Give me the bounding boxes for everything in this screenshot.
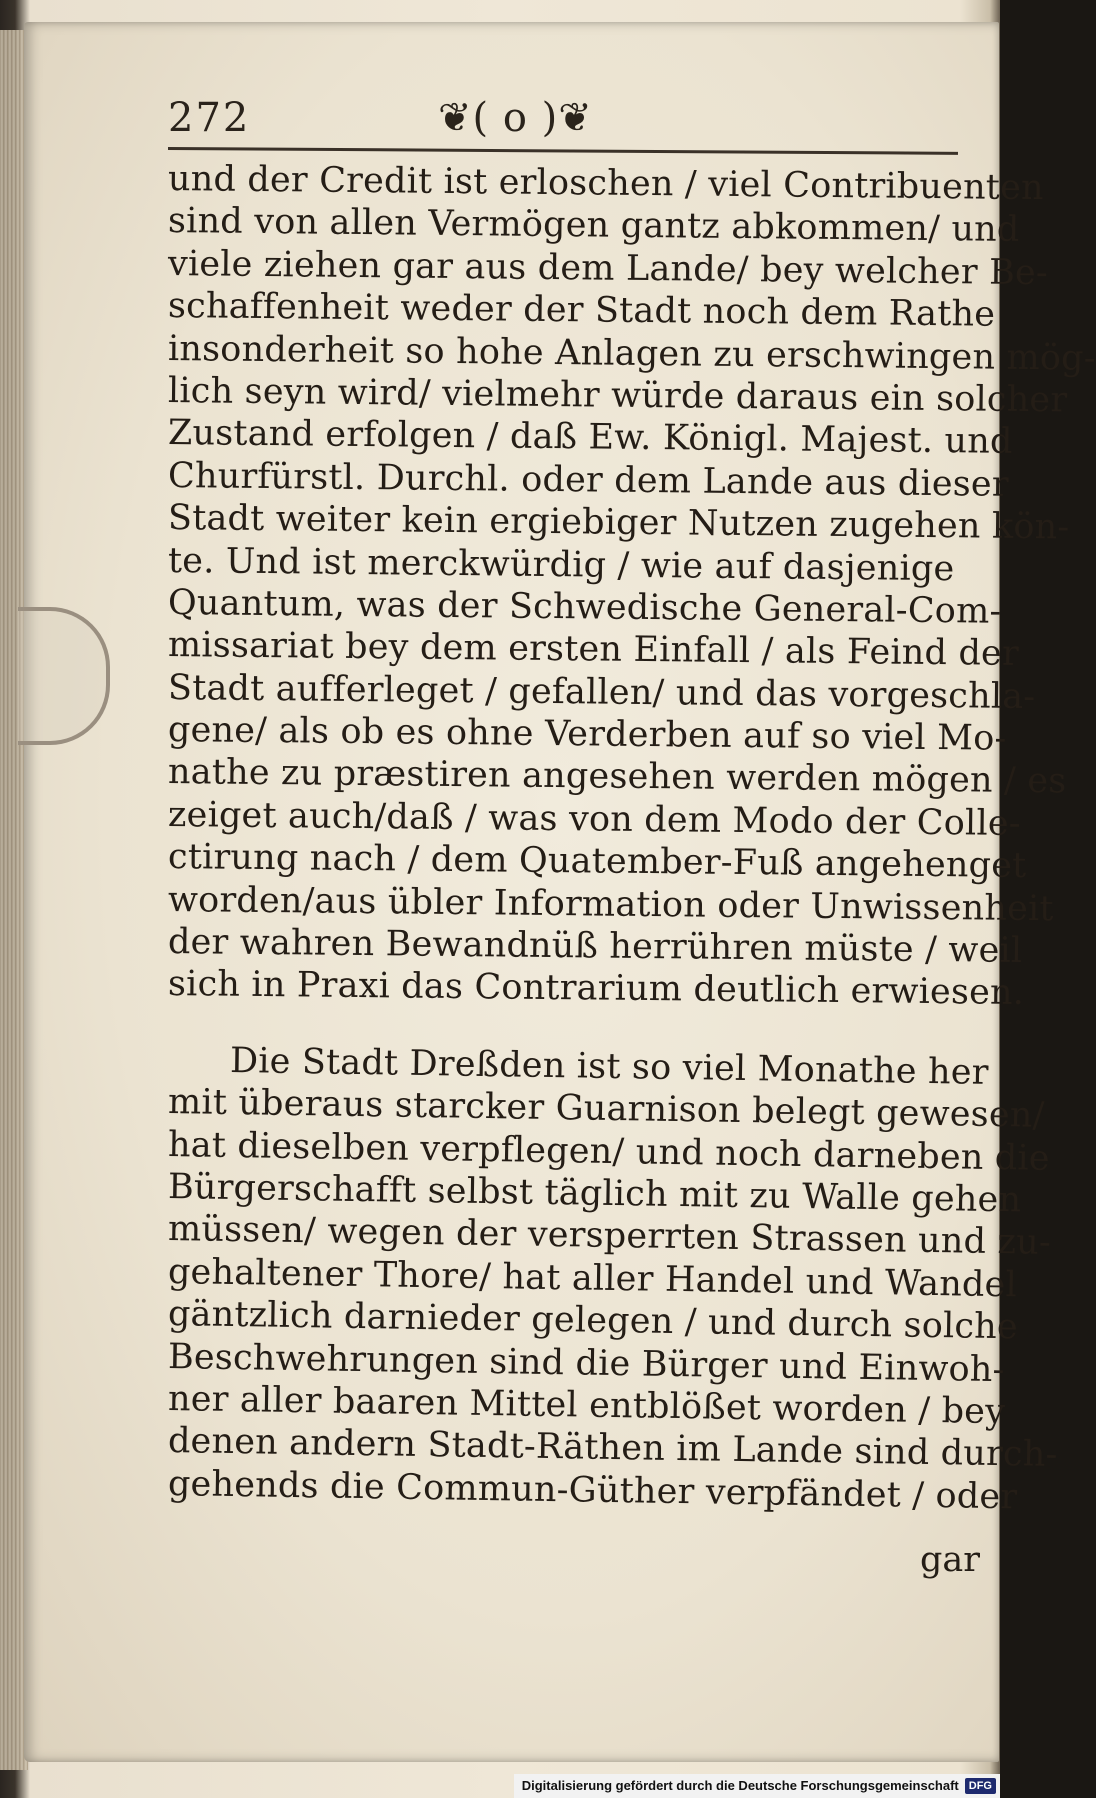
- text-line: und der Credit ist erloschen / viel Contribuenten: [167, 159, 1044, 209]
- catchword: gar: [920, 1540, 981, 1580]
- text-line: hat dieselben verpflegen/ und noch darneben die: [167, 1124, 1051, 1179]
- text-line: Die Stadt Dreßden ist so viel Monathe her: [229, 1040, 989, 1093]
- text-line: ctirung nach / dem Quatember-Fuß angehenget: [167, 837, 1027, 887]
- text-line: missariat bey dem ersten Einfall / als Feind der: [167, 625, 1020, 675]
- text-line: Stadt aufferleget / gefallen/ und das vorgeschla-: [167, 667, 1036, 717]
- text-line: sind von allen Vermögen gantz abkommen/ und: [167, 201, 1020, 251]
- text-line: Beschwehrungen sind die Bürger und Einwoh-: [167, 1336, 1005, 1390]
- paragraph-1: [167, 158, 1096, 1014]
- text-line: schaffenheit weder der Stadt noch dem Rathe: [167, 286, 996, 335]
- paragraph-2: [167, 1039, 1058, 1518]
- header-rule: [168, 147, 958, 155]
- header-ornament: ❦( o )❦: [438, 95, 593, 141]
- text-line: gäntzlich darnieder gelegen / und durch solche: [167, 1294, 1019, 1348]
- text-line: zeiget auch/daß / was von dem Modo der Colle-: [167, 794, 1021, 844]
- text-line: worden/aus übler Information oder Unwissenheit: [167, 879, 1054, 929]
- body-text: [167, 158, 1096, 1518]
- text-line: nathe zu præstiren angesehen werden mögen / es: [167, 752, 1067, 802]
- text-line: te. Und ist merckwürdig / wie auf dasjenige: [167, 540, 955, 589]
- text-line: Bürgerschafft selbst täglich mit zu Walle gehen: [167, 1166, 1022, 1221]
- credit-text: Digitalisierung gefördert durch die Deutsche Forschungsgemeinschaft: [521, 1778, 959, 1793]
- text-line: lich seyn wird/ vielmehr würde daraus ein solcher: [167, 370, 1068, 421]
- dfg-logo: DFG: [965, 1778, 996, 1794]
- text-line: der wahren Bewandnüß herrühren müste / weil: [167, 922, 1023, 971]
- page-header: [168, 95, 958, 155]
- text-line: Churfürstl. Durchl. oder dem Lande aus dieser: [167, 455, 1009, 505]
- text-line: Stadt weiter kein ergiebiger Nutzen zugehen kön-: [167, 498, 1070, 548]
- text-line: ner aller baaren Mittel entblößet worden / bey: [167, 1378, 1006, 1433]
- text-line: viele ziehen gar aus dem Lande/ bey welcher Be-: [167, 243, 1049, 293]
- page-number: 272: [168, 95, 251, 141]
- text-line: gehaltener Thore/ hat aller Handel und Wandel: [167, 1251, 1018, 1306]
- text-line: müssen/ wegen der versperrten Strassen und zu-: [167, 1209, 1052, 1264]
- text-line: insonderheit so hohe Anlagen zu erschwingen mög-: [167, 328, 1096, 379]
- text-line: denen andern Stadt-Räthen im Lande sind durch-: [167, 1421, 1058, 1476]
- text-line: Quantum, was der Schwedische General-Com-: [167, 582, 1002, 632]
- bookmark-ribbon: [18, 607, 110, 745]
- text-line: mit überaus starcker Guarnison belegt gewesen/: [167, 1082, 1045, 1136]
- text-line: sich in Praxi das Contrarium deutlich erwiesen.: [167, 964, 1025, 1014]
- text-line: gehends die Commun-Güther verpfändet / oder: [167, 1463, 1018, 1518]
- text-line: gene/ als ob es ohne Verderben auf so viel Mo-: [167, 710, 1007, 759]
- digitization-credit: [514, 1774, 1000, 1798]
- text-line: Zustand erfolgen / daß Ew. Königl. Majest. und: [167, 413, 1013, 463]
